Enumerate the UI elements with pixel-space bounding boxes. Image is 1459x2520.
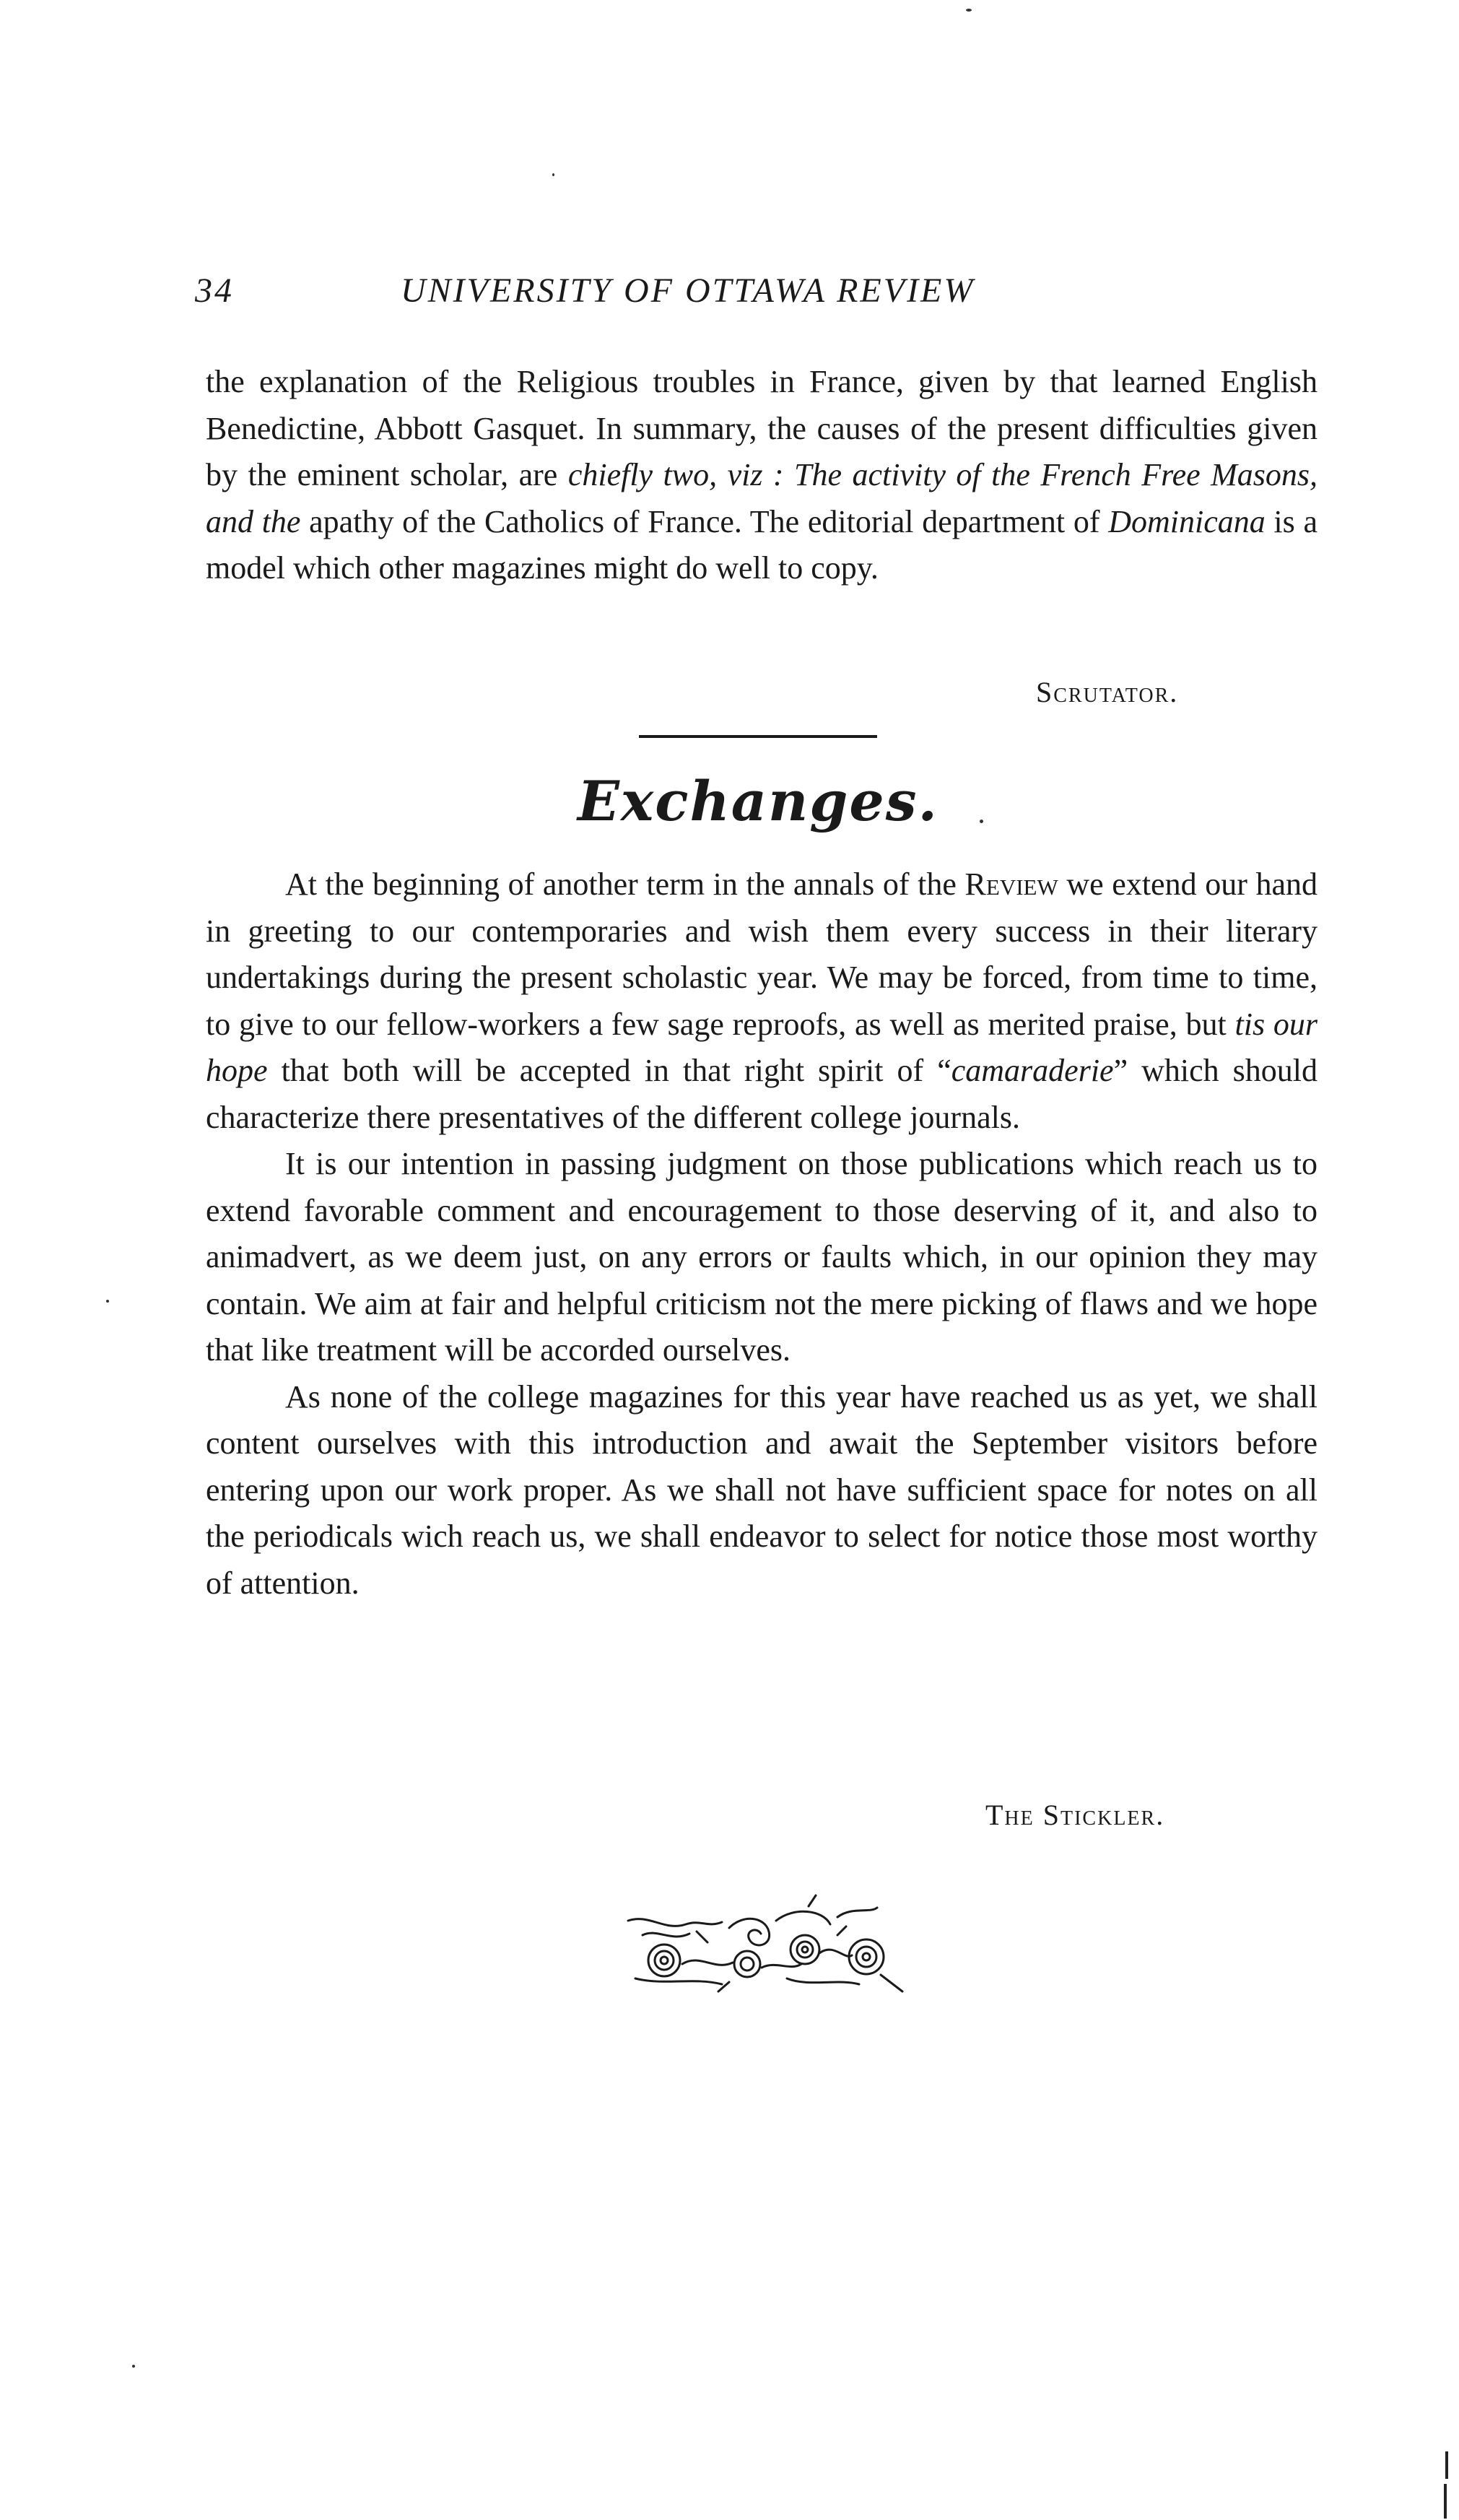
review-name: Review <box>964 866 1058 902</box>
journal-title: UNIVERSITY OF OTTAWA REVIEW <box>401 271 975 310</box>
publication-title-dominicana: Dominicana <box>1108 503 1266 539</box>
previous-article-line: chiefly two, viz : The activity of the French Free Masons, and the <box>206 457 1318 539</box>
previous-article-line: apathy of the Catholics of France. The editorial department of <box>309 503 1100 539</box>
signature-the-stickler: The Stickler. <box>985 1799 1165 1831</box>
previous-article-line: the explanation of the Religious troubles in France, given by that learned English Benedictine, Abbott Gasquet. In summary, the causes of the present difficulties given by the eminent scholar, are <box>206 364 1318 492</box>
edge-mark <box>1445 2451 1448 2479</box>
page-speck <box>106 1300 109 1303</box>
previous-article-line: is a model which other magazines might do well to copy. <box>206 503 1318 586</box>
page-speck <box>132 2365 135 2368</box>
exchanges-paragraph: At the beginning of another term in the annals of the Review we extend our hand in greeting to our contemporaries and wish them every success in their literary undertakings during the present scholastic year. We may be forced, from time to time, to give to our fellow-workers a few sage reproofs, as well as merited praise, but tis our hope that both will be accepted in that right spirit of “camaraderie” which should characterize there presentatives of the different college journals. <box>206 866 1318 1135</box>
page-speck <box>966 9 972 12</box>
page-number: 34 <box>195 271 234 310</box>
section-heading-exchanges <box>556 755 960 848</box>
exchanges-paragraph: It is our intention in passing judgment on those publications which reach us to extend favorable comment and encouragement to those deserving of it, and also to animadvert, as we deem just, on any errors or faults which, in our opinion they may contain. We aim at fair and helpful criticism not the mere picking of flaws and we hope that like treatment will be accorded ourselves. <box>206 1146 1318 1368</box>
page-speck <box>552 173 554 176</box>
previous-article-text <box>206 359 1318 592</box>
italic-camaraderie: camaraderie <box>951 1053 1114 1088</box>
scroll-flourish-icon <box>621 1892 910 1993</box>
edge-mark <box>1444 2484 1447 2519</box>
running-head <box>195 271 1321 321</box>
section-heading-text: Exchanges. <box>577 769 938 833</box>
page-speck <box>980 820 983 823</box>
exchanges-text <box>206 861 1318 1607</box>
exchanges-paragraph: As none of the college magazines for this year have reached us as yet, we shall content ourselves with this introduction and await the September visitors before entering upon our work proper. As we shall not have sufficient space for notes on all the periodicals wich reach us, we shall endeavor to select for notice those most worthy of attention. <box>206 1378 1318 1601</box>
signature-scrutator: Scrutator. <box>1036 676 1179 708</box>
section-divider-rule <box>639 735 877 738</box>
